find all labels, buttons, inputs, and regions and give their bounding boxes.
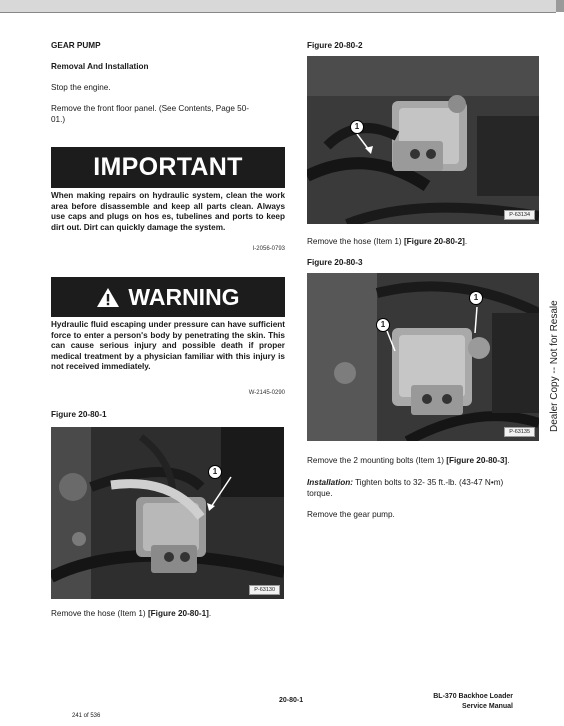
figure-1-label: Figure 20-80-1: [51, 410, 107, 419]
footer-page-number: 20-80-1: [279, 697, 304, 704]
figure-1-photo: [51, 427, 284, 599]
footer-manual-subtitle: Service Manual: [462, 703, 513, 710]
warning-triangle-icon: [96, 287, 120, 308]
warning-title: WARNING: [128, 284, 240, 310]
figure-3-caption-end: .: [507, 456, 510, 465]
sidebar-dealer-copy: Dealer Copy -- Not for Resale: [549, 300, 560, 432]
figure-3-caption-text: Remove the 2 mounting bolts (Item 1): [307, 456, 447, 465]
figure-2-photo: [307, 56, 539, 224]
figure-2-caption-end: .: [464, 237, 468, 246]
step-remove-panel-line2: 01.): [51, 115, 66, 124]
window-top-bar: [0, 0, 564, 12]
figure-3-callout-left: 1: [376, 318, 390, 332]
warning-header: [51, 277, 285, 317]
figure-3-label: Figure 20-80-3: [307, 258, 363, 267]
figure-1-caption-text: Remove the hose (Item 1): [51, 609, 148, 618]
figure-1-caption-end: .: [208, 609, 212, 618]
installation-text: Tighten bolts to 32- 35 ft.-lb. (43-47 N•m): [352, 478, 504, 487]
important-text: When making repairs on hydraulic system, clean the work area before disassemble and keep all parts clean. Always use caps and plugs on hos es, tubelines and ports to keep dirt out. Dirt can quickly damage the system.: [51, 191, 285, 232]
section-title: GEAR PUMP: [51, 41, 101, 50]
important-header: IMPORTANT: [51, 147, 285, 188]
step-stop-engine: Stop the engine.: [51, 83, 111, 92]
figure-2-caption-text: Remove the hose (Item 1): [307, 237, 404, 246]
figure-1-caption-ref: [Figure 20-80-1]: [147, 609, 209, 618]
installation-label: Installation:: [307, 478, 353, 487]
figure-3-callout-top: 1: [469, 291, 483, 305]
figure-3-caption-ref: [Figure 20-80-3]: [446, 456, 508, 465]
figure-2-photo-number: P-63134: [504, 210, 535, 220]
footer-manual-title: BL-370 Backhoe Loader: [433, 693, 513, 700]
figure-3-photo: [307, 273, 539, 441]
figure-2-label: Figure 20-80-2: [307, 41, 363, 50]
important-code: I-2056-0793: [252, 246, 285, 252]
installation-line1: [307, 477, 503, 488]
warning-code: W-2145-0290: [248, 390, 285, 396]
installation-line2: torque.: [307, 489, 333, 498]
figure-1-caption: [51, 608, 211, 619]
warning-text: Hydraulic fluid escaping under pressure can have sufficient force to enter a person's body by penetrating the skin. This can cause serious injury and possible death if proper medical treatment by a physician familiar with this injury is not received immediately.: [51, 320, 285, 372]
figure-3-caption: [307, 455, 510, 466]
figure-2-callout: 1: [350, 120, 364, 134]
section-subtitle: Removal And Installation: [51, 62, 149, 71]
figure-1-photo-number: P-63130: [249, 585, 280, 595]
step-remove-pump: Remove the gear pump.: [307, 510, 395, 519]
figure-2-caption-ref: [Figure 20-80-2]: [403, 237, 465, 246]
step-remove-panel-line1: Remove the front floor panel. (See Contents, Page 50-: [51, 104, 249, 113]
figure-2-caption: [307, 236, 467, 247]
figure-3-photo-number: P-63135: [504, 427, 535, 437]
figure-1-callout: 1: [208, 465, 222, 479]
footer-page-count: 241 of 536: [72, 713, 101, 719]
